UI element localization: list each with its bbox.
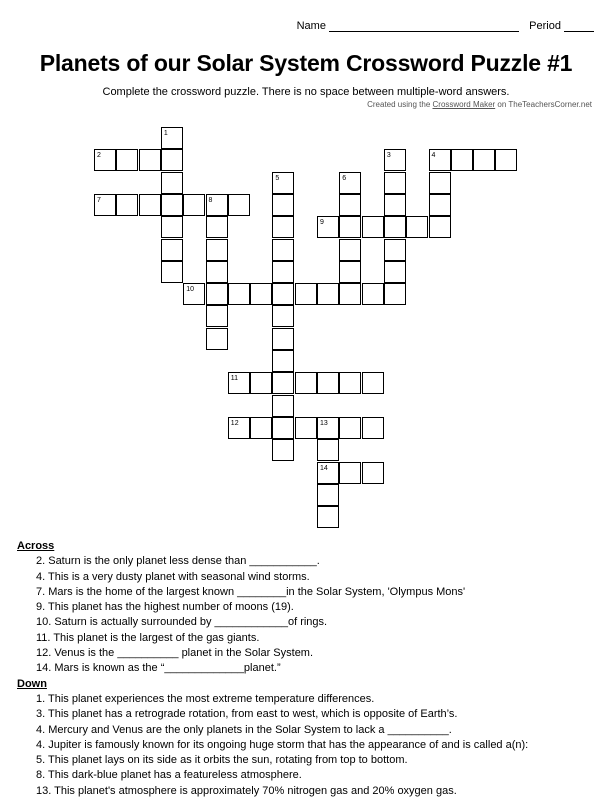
crossword-cell[interactable] (384, 239, 406, 261)
crossword-cell[interactable] (317, 283, 339, 305)
crossword-cell[interactable] (206, 216, 228, 238)
crossword-cell[interactable] (139, 194, 161, 216)
crossword-cell[interactable] (250, 417, 272, 439)
across-clue: 9. This planet has the highest number of moons (19). (36, 601, 294, 614)
crossword-cell[interactable] (272, 417, 294, 439)
crossword-cell[interactable] (384, 194, 406, 216)
clue-number: 1 (163, 130, 168, 137)
crossword-cell[interactable] (272, 172, 294, 194)
name-period-line (297, 20, 594, 32)
across-clue: 10. Saturn is actually surrounded by ____________of rings. (36, 616, 328, 629)
crossword-cell[interactable] (206, 328, 228, 350)
clue-number: 5 (275, 174, 280, 182)
crossword-cell[interactable] (317, 462, 339, 484)
crossword-cell[interactable] (161, 216, 183, 238)
crossword-cell[interactable] (94, 194, 116, 216)
crossword-cell[interactable] (116, 194, 138, 216)
crossword-cell[interactable] (384, 172, 406, 194)
crossword-cell[interactable] (429, 194, 451, 216)
crossword-cell[interactable] (339, 283, 361, 305)
crossword-cell[interactable] (339, 216, 361, 238)
crossword-cell[interactable] (272, 395, 294, 417)
crossword-cell[interactable] (317, 439, 339, 461)
credit-prefix: Created using the (367, 100, 431, 109)
page-title: Planets of our Solar System Crossword Puzzle #1 (39, 50, 573, 76)
instructions: Complete the crossword puzzle. There is no space between multiple-word answers. (102, 86, 510, 98)
crossword-cell[interactable] (272, 261, 294, 283)
crossword-cell[interactable] (206, 194, 228, 216)
crossword-cell[interactable] (295, 283, 317, 305)
crossword-cell[interactable] (429, 172, 451, 194)
crossword-cell[interactable] (317, 484, 339, 506)
clue-number: 6 (342, 174, 347, 182)
crossword-cell[interactable] (272, 216, 294, 238)
crossword-cell[interactable] (272, 328, 294, 350)
crossword-cell[interactable] (139, 149, 161, 171)
crossword-cell[interactable] (339, 239, 361, 261)
clue-number: 12 (230, 419, 239, 427)
crossword-cell[interactable] (339, 417, 361, 439)
down-heading: Down (17, 677, 47, 690)
crossword-cell[interactable] (183, 283, 205, 305)
crossword-cell[interactable] (206, 305, 228, 327)
clue-number: 11 (230, 375, 239, 383)
crossword-cell[interactable] (317, 506, 339, 528)
crossword-cell[interactable] (339, 462, 361, 484)
crossword-cell[interactable] (384, 149, 406, 171)
crossword-cell[interactable] (272, 283, 294, 305)
across-clue: 11. This planet is the largest of the gas giants. (36, 631, 260, 644)
crossword-cell[interactable] (339, 172, 361, 194)
down-clue: 4. Jupiter is famously known for its ongoing huge storm that has the appearance of and is called a(n): (36, 738, 529, 751)
across-clue: 14. Mars is known as the “_____________planet.” (36, 662, 281, 675)
across-clue: 12. Venus is the __________ planet in the Solar System. (36, 647, 314, 660)
clue-number: 8 (208, 196, 213, 204)
crossword-cell[interactable] (94, 149, 116, 171)
clue-number: 2 (97, 152, 101, 160)
down-clue: 5. This planet lays on its side as it orbits the sun, rotating from top to bottom. (36, 754, 408, 767)
crossword-cell[interactable] (339, 372, 361, 394)
crossword-cell[interactable] (206, 261, 228, 283)
crossword-cell[interactable] (206, 283, 228, 305)
clue-number: 10 (186, 286, 194, 294)
crossword-cell[interactable] (406, 216, 428, 238)
name-field[interactable] (329, 20, 519, 32)
crossword-cell[interactable] (161, 127, 183, 149)
crossword-cell[interactable] (362, 283, 384, 305)
crossword-cell[interactable] (206, 239, 228, 261)
crossword-cell[interactable] (384, 261, 406, 283)
crossword-cell[interactable] (384, 216, 406, 238)
clue-number: 13 (320, 419, 328, 427)
crossword-cell[interactable] (228, 372, 250, 394)
crossword-cell[interactable] (272, 239, 294, 261)
crossword-cell[interactable] (161, 261, 183, 283)
crossword-cell[interactable] (339, 261, 361, 283)
crossword-cell[interactable] (362, 216, 384, 238)
down-clue: 4. Mercury and Venus are the only planets in the Solar System to lack a __________. (36, 723, 452, 736)
crossword-cell[interactable] (473, 149, 495, 171)
crossword-cell[interactable] (228, 283, 250, 305)
crossword-cell[interactable] (384, 283, 406, 305)
crossword-cell[interactable] (228, 194, 250, 216)
credit-line (367, 100, 592, 109)
crossword-cell[interactable] (272, 372, 294, 394)
crossword-cell[interactable] (317, 372, 339, 394)
across-clue: 7. Mars is the home of the largest known ________in the Solar System, 'Olympus Mons' (36, 585, 466, 598)
crossword-cell[interactable] (250, 283, 272, 305)
clue-number: 9 (320, 219, 324, 227)
crossword-cell[interactable] (272, 305, 294, 327)
crossword-cell[interactable] (429, 216, 451, 238)
down-clue: 13. This planet's atmosphere is approximately 70% nitrogen gas and 20% oxygen gas. (36, 784, 457, 797)
crossword-cell[interactable] (362, 417, 384, 439)
crossword-maker-link[interactable]: Crossword Maker (432, 100, 496, 109)
crossword-cell[interactable] (272, 194, 294, 216)
crossword-cell[interactable] (295, 417, 317, 439)
crossword-cell[interactable] (161, 172, 183, 194)
crossword-cell[interactable] (317, 216, 339, 238)
clue-number: 4 (431, 152, 436, 160)
crossword-cell[interactable] (116, 149, 138, 171)
period-label: Period (529, 20, 561, 32)
crossword-cell[interactable] (272, 350, 294, 372)
name-label: Name (296, 20, 326, 32)
crossword-cell[interactable] (183, 194, 205, 216)
clue-number: 14 (320, 464, 328, 472)
credit-suffix: on TheTeachersCorner.net (497, 100, 592, 109)
crossword-cell[interactable] (362, 462, 384, 484)
crossword-cell[interactable] (161, 239, 183, 261)
crossword-cell[interactable] (339, 194, 361, 216)
down-clue: 1. This planet experiences the most extreme temperature differences. (36, 692, 375, 705)
crossword-cell[interactable] (495, 149, 517, 171)
crossword-cell[interactable] (250, 372, 272, 394)
crossword-cell[interactable] (317, 417, 339, 439)
crossword-cell[interactable] (295, 372, 317, 394)
crossword-cell[interactable] (161, 149, 183, 171)
clue-number: 7 (97, 196, 101, 204)
across-heading: Across (17, 540, 55, 552)
period-field[interactable] (564, 20, 594, 32)
down-clue: 3. This planet has a retrograde rotation, from east to west, which is opposite of Earth’s. (36, 708, 458, 721)
crossword-cell[interactable] (161, 194, 183, 216)
crossword-cell[interactable] (362, 372, 384, 394)
across-clue: 2. Saturn is the only planet less dense than ___________. (36, 555, 320, 568)
crossword-cell[interactable] (272, 439, 294, 461)
down-clue: 8. This dark-blue planet has a featureless atmosphere. (36, 769, 302, 782)
crossword-cell[interactable] (429, 149, 451, 171)
clue-number: 3 (386, 152, 391, 160)
across-clue: 4. This is a very dusty planet with seasonal wind storms. (36, 570, 310, 583)
crossword-cell[interactable] (228, 417, 250, 439)
clues-section (17, 539, 607, 799)
crossword-cell[interactable] (451, 149, 473, 171)
